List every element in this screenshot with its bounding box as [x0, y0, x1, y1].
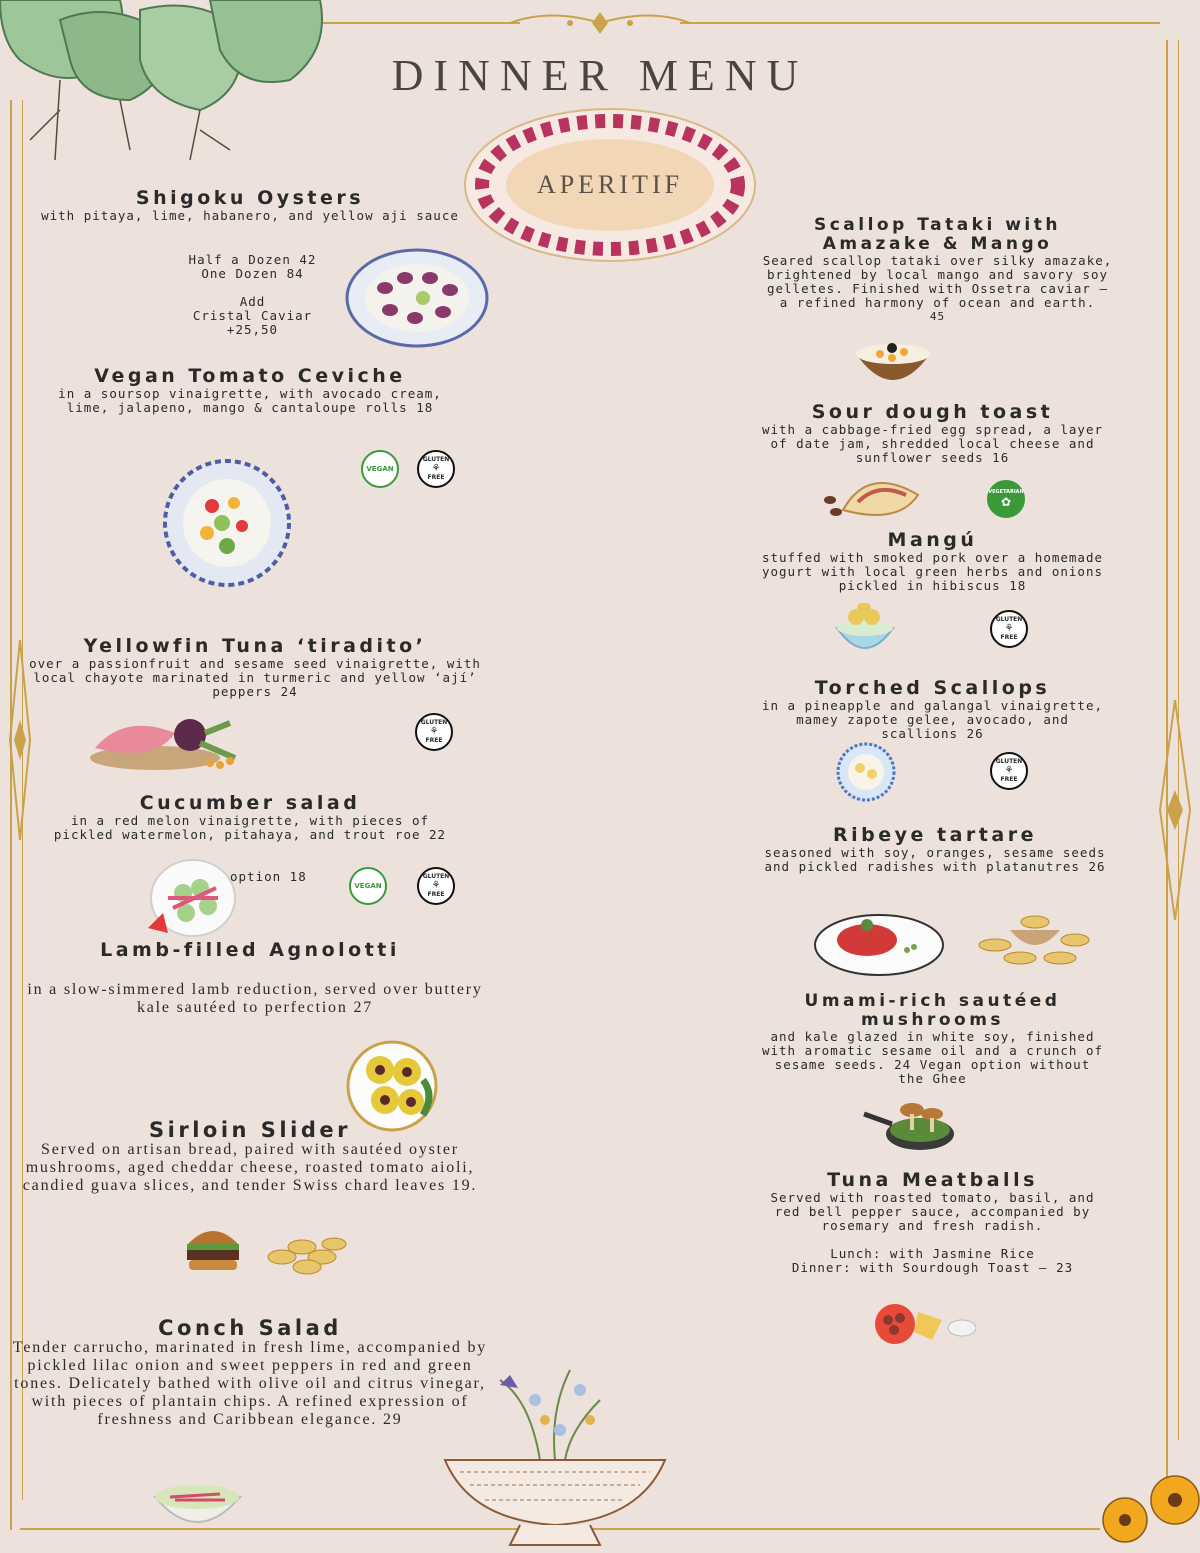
item-description: with pitaya, lime, habanero, and yellow aji sauce: [41, 208, 459, 223]
item-name: Cucumber salad: [139, 792, 361, 814]
torched-scallops-plate-image: [836, 742, 896, 802]
plantain-chips-image: [262, 1222, 352, 1278]
item-description: and kale glazed in white soy, finished with aromatic sesame oil and a crunch of sesame seeds. 24 Vegan option without the Ghee: [761, 1029, 1104, 1086]
menu-item-yellowfin-tuna: [10, 636, 500, 699]
sourdough-toast-image: [818, 470, 923, 526]
flower-bowl-illustration-icon: [440, 1360, 670, 1550]
item-price: 45: [929, 310, 946, 323]
ceviche-plate-image: [162, 458, 292, 588]
item-name: Scallop Tataki with Amazake & Mango: [813, 215, 1061, 254]
slider-burger-image: [183, 1222, 243, 1274]
menu-item-umami-mushrooms: [760, 992, 1105, 1086]
vegetarian-badge-icon: VEGETARIAN ✿: [987, 480, 1025, 518]
menu-item-sirloin-slider: [10, 1120, 490, 1195]
oyster-prices: [170, 253, 335, 337]
item-description: Tender carrucho, marinated in fresh lime, accompanied by pickled lilac onion and sweet peppers in red and green tones. Delicately bathed with olive oil and citrus vinegar, with pieces of plantain chips. A refined expression of freshness and Caribbean elegance. 29: [12, 1339, 488, 1428]
vegan-badge-icon: VEGAN: [349, 867, 387, 905]
menu-item-torched-scallops: [760, 678, 1105, 741]
item-description: in a soursop vinaigrette, with avocado cream, lime, jalapeno, mango & cantaloupe rolls 18: [58, 386, 442, 415]
item-name: Yellowfin Tuna ‘tiradito’: [83, 635, 427, 657]
item-description: seasoned with soy, oranges, sesame seeds and pickled radishes with platanutres 26: [764, 845, 1106, 874]
menu-item-mangu: [760, 530, 1105, 593]
frame-top-right: [680, 22, 1160, 24]
dinner-option: Dinner: with Sourdough Toast — 23: [791, 1260, 1074, 1275]
caviar-label: Cristal Caviar: [192, 308, 313, 323]
cucumber-salad-image: [138, 858, 238, 938]
agnolotti-plate-image: [345, 1040, 440, 1132]
gluten-free-badge-icon: GLUTEN ⚘ FREE: [990, 752, 1028, 790]
gluten-free-badge-icon: GLUTEN ⚘ FREE: [417, 450, 455, 488]
item-description: Served with roasted tomato, basil, and red bell pepper sauce, accompanied by rosemary and fresh radish.: [770, 1190, 1095, 1233]
menu-item-shigoku-oysters: [20, 188, 480, 223]
conch-salad-bowl-image: [150, 1472, 245, 1532]
item-description: in a red melon vinaigrette, with pieces of pickled watermelon, pitahaya, and trout roe 22: [53, 813, 447, 842]
menu-item-lamb-agnolotti: [20, 940, 480, 961]
item-name: Conch Salad: [158, 1316, 342, 1340]
price-half-dozen: Half a Dozen 42: [188, 252, 317, 267]
vegan-badge-icon: VEGAN: [361, 450, 399, 488]
menu-item-ribeye-tartare: [760, 825, 1110, 874]
scallop-tataki-bowl-image: [852, 336, 934, 392]
item-name: Mangú: [887, 529, 978, 551]
item-description: stuffed with smoked pork over a homemade yogurt with local green herbs and onions pickled in hibiscus 18: [761, 550, 1104, 593]
menu-item-vegan-tomato-ceviche: [20, 366, 480, 415]
caviar-price: +25,50: [226, 322, 279, 337]
menu-item-sour-dough-toast: [760, 402, 1105, 465]
platanutres-bowl-image: [975, 900, 1095, 975]
right-side-ornament-icon: [1150, 700, 1200, 920]
add-label: Add: [239, 294, 266, 309]
cucumber-option: option 18: [230, 869, 307, 884]
tuna-meatballs-image: [870, 1302, 980, 1347]
menu-item-tuna-meatballs: [760, 1170, 1105, 1275]
item-name: Sirloin Slider: [149, 1118, 351, 1142]
frame-top-left: [300, 22, 520, 24]
item-name: Vegan Tomato Ceviche: [94, 365, 406, 387]
menu-item-conch-salad: [10, 1318, 490, 1429]
gluten-free-badge-icon: GLUTEN ⚘ FREE: [990, 610, 1028, 648]
gluten-free-badge-icon: GLUTEN ⚘ FREE: [415, 713, 453, 751]
gluten-free-badge-icon: GLUTEN ⚘ FREE: [417, 867, 455, 905]
item-description: Seared scallop tataki over silky amazake, brightened by local mango and savory soy gelletes. Finished with Ossetra caviar — a refined harmony of ocean and earth.: [762, 253, 1113, 310]
ribeye-tartare-plate-image: [812, 905, 947, 977]
mangu-bowl-image: [834, 603, 896, 658]
menu-title: DINNER MENU: [391, 51, 809, 100]
item-description: Served on artisan bread, paired with sautéed oyster mushrooms, aged cheddar cheese, roasted tomato aioli, candied guava slices, and tender Swiss chard leaves 19.: [22, 1141, 478, 1194]
item-name: Ribeye tartare: [833, 824, 1037, 846]
menu-item-scallop-tataki: [760, 216, 1115, 324]
top-ornament-icon: [500, 8, 700, 38]
menu-item-cucumber-salad: [20, 793, 480, 842]
lunch-option: Lunch: with Jasmine Rice: [830, 1246, 1035, 1261]
item-name: Umami-rich sautéed mushrooms: [804, 991, 1061, 1030]
item-description: over a passionfruit and sesame seed vinaigrette, with local chayote marinated in turmeric and yellow ‘ají’ peppers 24: [29, 656, 481, 699]
tuna-tiradito-image: [85, 703, 240, 775]
item-name: Torched Scallops: [814, 677, 1051, 699]
yellow-flowers-illustration-icon: [1085, 1470, 1200, 1553]
item-description: in a slow-simmered lamb reduction, served over buttery kale sautéed to perfection 27: [27, 981, 483, 1016]
item-name: Shigoku Oysters: [135, 187, 365, 209]
item-name: Sour dough toast: [811, 401, 1054, 423]
item-name: Tuna Meatballs: [827, 1169, 1038, 1191]
oyster-plate-image: [345, 248, 490, 348]
item-description: with a cabbage-fried egg spread, a layer of date jam, shredded local cheese and sunflower seeds 16: [761, 422, 1104, 465]
item-name: Lamb-filled Agnolotti: [100, 939, 400, 961]
item-description: in a pineapple and galangal vinaigrette, mamey zapote gelee, avocado, and scallions 26: [761, 698, 1104, 741]
price-dozen: One Dozen 84: [201, 266, 304, 281]
section-label: APERITIF: [536, 170, 684, 199]
mushroom-pan-image: [862, 1092, 957, 1154]
